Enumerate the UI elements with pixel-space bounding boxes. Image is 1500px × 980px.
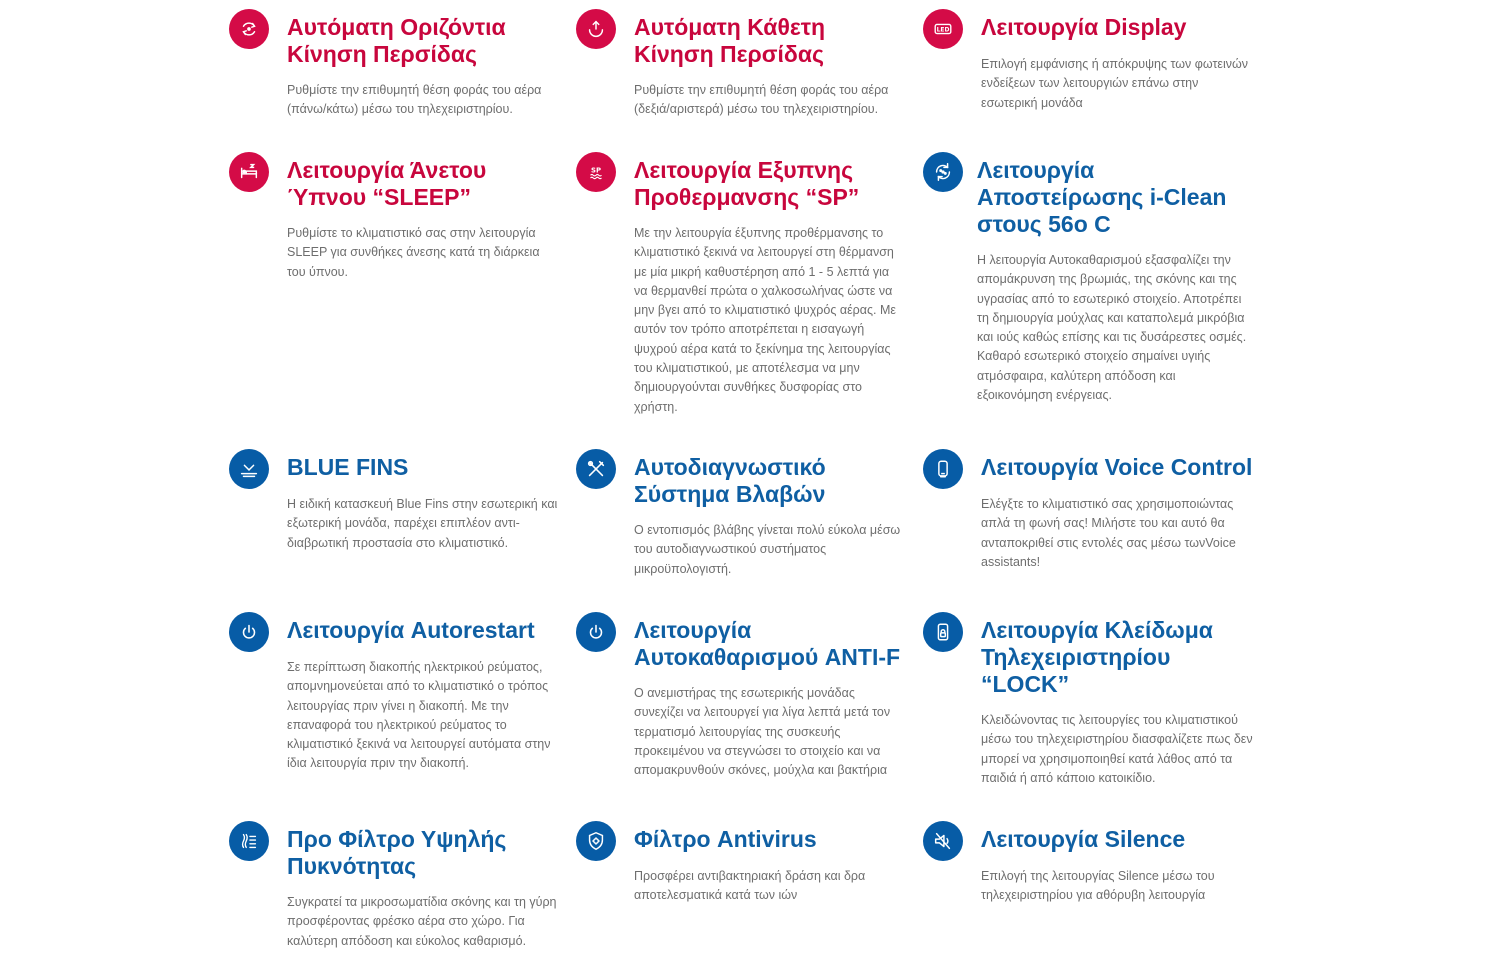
feature-title: Λειτουργία Εξυπνης Προθερμανσης “SP” <box>634 157 860 210</box>
feature-title: Λειτουργία Αποστείρωσης i-Clean στους 56ο C <box>977 157 1227 237</box>
feature-description: Ο ανεμιστήρας της εσωτερικής μονάδας συνεχίζει να λειτουργεί για λίγα λεπτά μετά τον τερματισμό λειτουργίας της συσκευής προκειμένου να στεγνώσει το στοιχείο και να απομακρυνθούν σκόνες, μούχλα και βακτήρια <box>634 686 891 778</box>
feature-description: Η λειτουργία Αυτοκαθαρισμού εξασφαλίζει την απομάκρυνση της βρωμιάς, της σκόνης και της υγρασίας από το εσωτερικό στοιχείο. Αποτρέπει τη δημιουργία μούχλας και καταπολεμά μικρόβια και ιούς καθώς επίσης και τις δυσάρεστες οσμές. Καθαρό εσωτερικό στοιχείο σημαίνει υγιής ατμόσφαιρα, καλύτερη απόδοση και εξοικονόμηση ενέργειας. <box>977 253 1247 403</box>
sterilization-cycle-icon <box>923 152 963 192</box>
voice-assistant-icon <box>923 449 963 489</box>
feature-title: Λειτουργία Voice Control <box>981 454 1253 480</box>
feature-description: Σε περίπτωση διακοπής ηλεκτρικού ρεύματος, απομνημονεύεται από το κλιματιστικό ο τρόπος λειτουργίας πριν γίνει η διακοπή. Με την επαναφορά του ηλεκτρικού ρεύματος το κλιματιστικό ξεκινά να λειτουργεί αυτόματα στην ίδια λειτουργία πριν την διακοπή. <box>287 660 551 771</box>
feature-title: Λειτουργία Display <box>981 14 1187 40</box>
antivirus-shield-icon <box>576 821 616 861</box>
feature-description: Κλειδώνοντας τις λειτουργίες του κλιματιστικού μέσω του τηλεχειριστηρίου διασφαλίζετε πως δεν μπορεί να χρησιμοποιηθεί κατά λάθος από τα παιδιά ή από κάποιο κατοικίδιο. <box>981 713 1253 785</box>
feature-title: Αυτόματη Οριζόντια Κίνηση Περσίδας <box>287 14 506 67</box>
feature-title: Λειτουργία Autorestart <box>287 617 535 643</box>
swing-horizontal-icon <box>229 9 269 49</box>
feature-description: Προσφέρει αντιβακτηριακή δράση και δρα αποτελεσματικά κατά των ιών <box>634 869 866 903</box>
feature-description: Ρυθμίστε το κλιματιστικό σας στην λειτουργία SLEEP για συνθήκες άνεσης κατά τη διάρκεια του ύπνου. <box>287 226 540 279</box>
tools-icon <box>576 449 616 489</box>
feature-title: Λειτουργία Αυτοκαθαρισμού ANTI-F <box>634 617 901 670</box>
feature-title: Λειτουργία Άνετου Ύπνου “SLEEP” <box>287 157 487 210</box>
prefilter-icon <box>229 821 269 861</box>
feature-description: Ρυθμίστε την επιθυμητή θέση φοράς του αέρα (δεξιά/αριστερά) μέσω του τηλεχειριστηρίου. <box>634 83 889 117</box>
feature-title: Φίλτρο Antivirus <box>634 826 817 852</box>
remote-lock-icon <box>923 612 963 652</box>
blue-fins-icon <box>229 449 269 489</box>
feature-title: Αυτόματη Κάθετη Κίνηση Περσίδας <box>634 14 826 67</box>
feature-description: Ρυθμίστε την επιθυμητή θέση φοράς του αέρα (πάνω/κάτω) μέσω του τηλεχειριστηρίου. <box>287 83 542 117</box>
svg-text:SP: SP <box>591 166 601 175</box>
feature-description: Συγκρατεί τα μικροσωματίδια σκόνης και τη γύρη προσφέροντας φρέσκο αέρα στο χώρο. Για καλύτερη απόδοση και εύκολος καθαρισμό. <box>287 895 557 948</box>
feature-title: BLUE FINS <box>287 454 409 480</box>
feature-description: Με την λειτουργία έξυπνης προθέρμανσης το κλιματιστικό ξεκινά να λειτουργεί στη θέρμανση με μία μικρή καθυστέρηση από 1 - 5 λεπτά για να θερμανθεί πρώτα ο χαλκοσωλήνας ώστε να μην βγει από το κλιματιστικό ψυχρός αέρας. Με αυτόν τον τρόπο αποτρέπεται η εισαγωγή ψυχρού αέρα κατά το ξεκίνημα της λειτουργίας του κλιματιστικού, με αποτέλεσμα να μην δημιουργούνται συνθήκες δυσφορίας στο χρήστη. <box>634 226 896 414</box>
sleep-bed-icon <box>229 152 269 192</box>
swing-vertical-icon <box>576 9 616 49</box>
silence-icon <box>923 821 963 861</box>
feature-description: Ο εντοπισμός βλάβης γίνεται πολύ εύκολα μέσω του αυτοδιαγνωστικού συστήματος μικροϋπολογιστή. <box>634 523 901 576</box>
feature-title: Λειτουργία Κλείδωμα Τηλεχειριστηρίου “LOCK” <box>981 617 1213 697</box>
svg-text:LED: LED <box>936 26 950 34</box>
feature-description: Η ειδική κατασκευή Blue Fins στην εσωτερική και εξωτερική μονάδα, παρέχει επιπλέον αντι-διαβρωτική προστασία στο κλιματιστικό. <box>287 497 558 550</box>
led-display-icon <box>923 9 963 49</box>
feature-title: Λειτουργία Silence <box>981 826 1186 852</box>
feature-description: Ελέγξτε το κλιματιστικό σας χρησιμοποιώντας απλά τη φωνή σας! Μιλήστε του και αυτό θα ανταποκριθεί στις εντολές σας μέσω τωνVoice assistants! <box>981 497 1236 569</box>
feature-description: Επιλογή της λειτουργίας Silence μέσω του τηλεχειριστηρίου για αθόρυβη λειτουργία <box>981 869 1215 903</box>
feature-description: Επιλογή εμφάνισης ή απόκρυψης των φωτεινών ενδείξεων των λειτουργιών επάνω στην εσωτερική μονάδα <box>981 57 1248 110</box>
power-icon <box>576 612 616 652</box>
feature-title: Προ Φίλτρο Υψηλής Πυκνότητας <box>287 826 507 879</box>
smart-preheat-icon <box>576 152 616 192</box>
feature-title: Αυτοδιαγνωστικό Σύστημα Βλαβών <box>634 454 826 507</box>
power-icon <box>229 612 269 652</box>
